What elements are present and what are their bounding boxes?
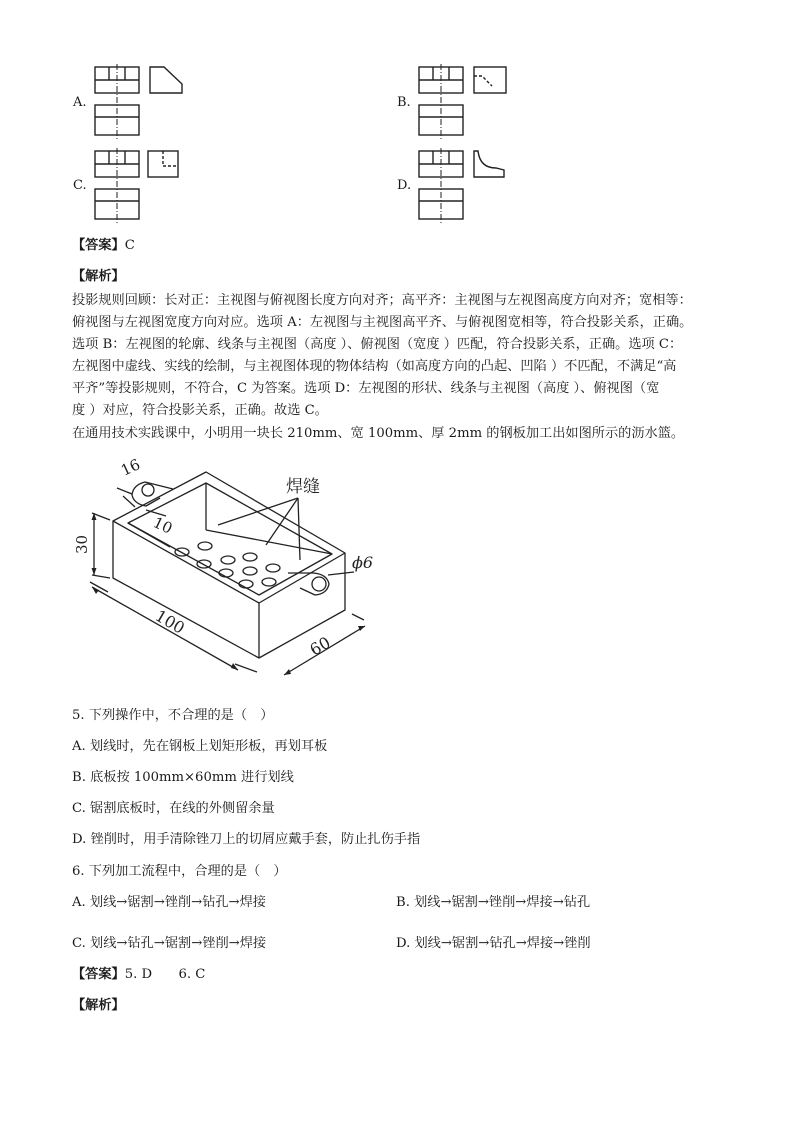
option-c-label: C. [73,178,87,193]
q6-stem: 6. 下列加工流程中，合理的是（ ） [72,864,287,879]
intro-text: 在通用技术实践课中，小明用一块长 210mm、宽 100mm、厚 2mm 的钢板加工出如图所示的沥水篮。 [72,426,685,441]
q6-option-a: A. 划线→锯割→锉削→钻孔→焊接 [72,895,266,910]
answer-value: 5. D 6. C [124,967,206,982]
drainer-basket-figure [70,450,390,688]
weld-label: 焊缝 [286,477,320,497]
dim-16-label: 16 [118,455,143,480]
q5-option-b: B. 底板按 100mm×60mm 进行划线 [72,770,294,785]
q5-option-c: C. 锯割底板时，在线的外侧留余量 [72,801,275,816]
dim-10-label: 10 [150,513,176,538]
analysis-paragraph-1 [72,290,692,422]
option-b-label: B. [397,95,411,110]
answer-line-2 [72,963,205,982]
q6-option-d: D. 划线→锯割→钻孔→焊接→锉削 [396,936,591,951]
answer-tag: 【答案】 [72,967,125,982]
q6-option-b: B. 划线→锯割→锉削→焊接→钻孔 [396,895,591,910]
analysis-tag-2: 【解析】 [72,998,125,1013]
q5-option-d: D. 锉削时，用手清除锉刀上的切屑应戴手套，防止扎伤手指 [72,832,421,847]
analysis-line: 投影规则回顾：长对正：主视图与俯视图长度方向对齐；高平齐：主视图与左视图高度方向对齐；宽相等： [72,293,692,308]
analysis-line: 平齐”等投影规则，不符合，C 为答案。选项 D：左视图的形状、线条与主视图（高度 ）、俯视图（宽 [72,381,660,396]
q5-stem: 5. 下列操作中，不合理的是（ ） [72,708,274,723]
q6-option-c: C. 划线→钻孔→锯割→锉削→焊接 [72,936,267,951]
option-a-label: A. [73,95,87,110]
analysis-line: 左视图中虚线、实线的绘制，与主视图体现的物体结构（如高度方向的凸起、凹陷 ）不匹配，不满足“高 [72,359,677,374]
analysis-line: 选项 B：左视图的轮廓、线条与主视图（高度 ）、俯视图（宽度 ）匹配，符合投影关系，正确。选项 C： [72,337,683,352]
dim-phi6-label: ϕ6 [352,553,374,572]
option-c-diagram [92,148,192,228]
option-d-diagram [416,148,516,228]
dim-60-label: 60 [306,632,334,660]
dim-30-label: 30 [73,534,91,554]
answer-value: C [124,238,135,253]
answer-tag: 【答案】 [72,238,125,253]
analysis-tag-1: 【解析】 [72,269,125,284]
option-a-diagram [92,64,192,144]
analysis-line: 度 ）对应，符合投影关系，正确。故选 C。 [72,403,328,418]
answer-line-1 [72,234,135,253]
analysis-line: 俯视图与左视图宽度方向对应。选项 A：左视图与主视图高平齐、与俯视图宽相等，符合投影关系，正确。 [72,315,693,330]
option-d-label: D. [397,178,412,193]
q5-option-a: A. 划线时，先在钢板上划矩形板，再划耳板 [72,739,328,754]
option-b-diagram [416,64,516,144]
dim-100-label: 100 [152,606,188,638]
